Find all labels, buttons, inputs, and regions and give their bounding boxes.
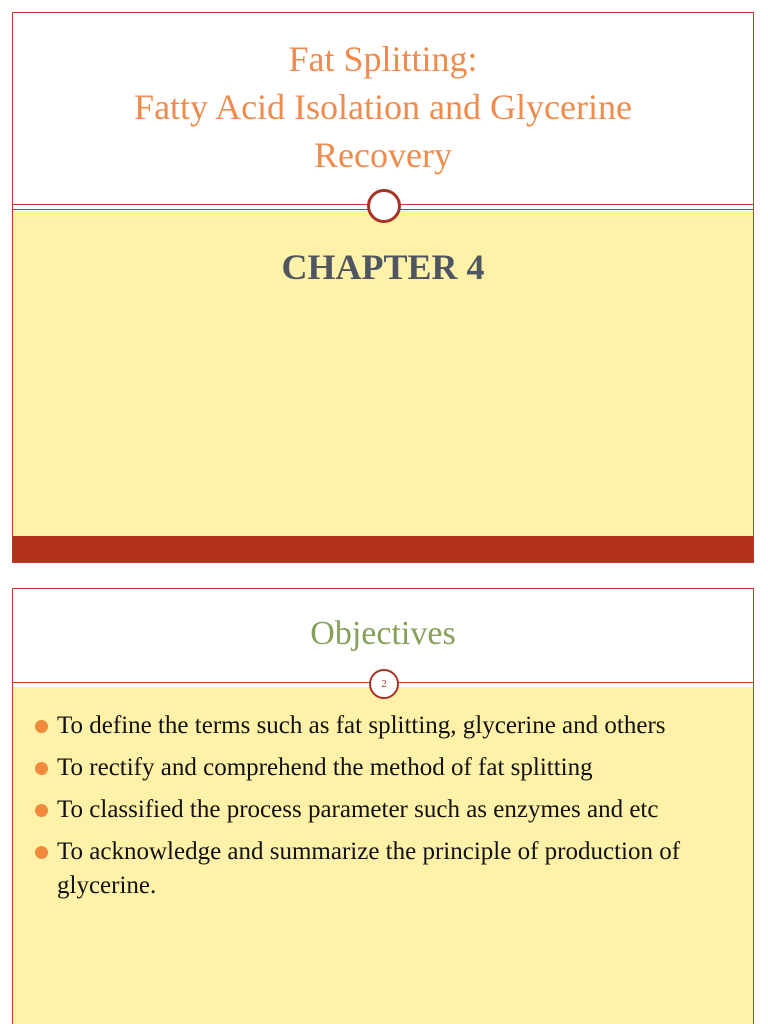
title-line-3: Recovery xyxy=(314,135,452,175)
bullet-text: To acknowledge and summarize the principle of production of glycerine. xyxy=(57,838,681,899)
bullet-icon xyxy=(35,804,48,817)
bullet-icon xyxy=(35,720,48,733)
bullet-icon xyxy=(35,762,48,775)
objectives-list xyxy=(35,709,735,911)
list-item xyxy=(35,835,735,903)
title-slide xyxy=(12,12,754,563)
title-area xyxy=(13,13,753,205)
page-number-badge: 2 xyxy=(369,669,399,699)
bullet-text: To define the terms such as fat splitting, glycerine and others xyxy=(57,712,666,739)
bullet-text: To rectify and comprehend the method of fat splitting xyxy=(57,754,593,781)
title-line-2: Fatty Acid Isolation and Glycerine xyxy=(134,87,632,127)
slide-title: Objectives xyxy=(310,615,456,652)
list-item xyxy=(35,709,735,743)
slide-title xyxy=(13,13,753,179)
list-item xyxy=(35,793,735,827)
bullet-text: To classified the process parameter such as enzymes and etc xyxy=(57,796,659,823)
list-item xyxy=(35,751,735,785)
divider-circle-icon xyxy=(367,189,401,223)
chapter-heading: CHAPTER 4 xyxy=(281,247,485,287)
bullet-icon xyxy=(35,846,48,859)
title-line-1: Fat Splitting: xyxy=(288,39,478,79)
footer-bar xyxy=(13,536,753,563)
objectives-slide xyxy=(12,588,754,1024)
